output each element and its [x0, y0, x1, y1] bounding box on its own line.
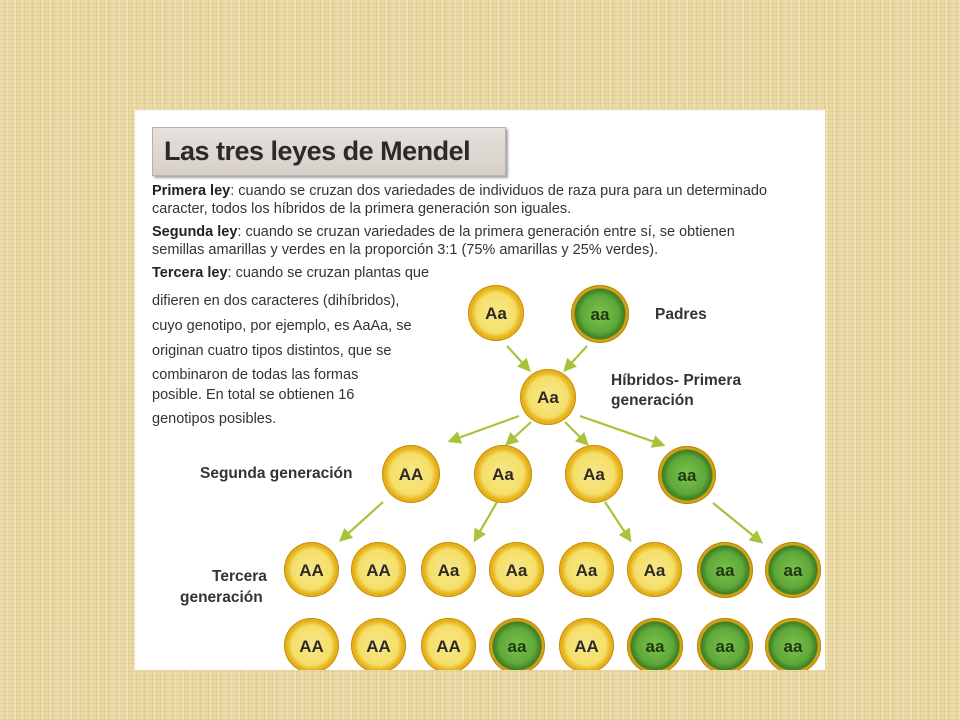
first-law-text-1: : cuando se cruzan dos variedades de individuos de raza pura para un determinado [230, 183, 768, 199]
gen2-genotype-1: AA [398, 465, 424, 484]
gen3-row1-genotype-2: AA [366, 560, 391, 580]
third-law-line-7: genotipos posibles. [152, 411, 277, 427]
arrow-gen2-1-to-gen3 [341, 502, 383, 540]
arrow-parent1-to-hybrid [507, 346, 529, 370]
label-parents: Padres [655, 306, 707, 323]
gen3-row2-genotype-3: AA [436, 636, 461, 656]
hybrid-circle [520, 369, 576, 425]
third-law-line-5: combinaron de todas las formas [152, 367, 359, 383]
gen3-row2-circle-1 [284, 618, 339, 670]
gen3-row1-genotype-5: Aa [575, 560, 598, 580]
gen3-row1-genotype-1: AA [299, 560, 324, 580]
second-law-text-2: semillas amarillas y verdes en la proporción 3:1 (75% amarillas y 25% verdes). [152, 242, 659, 258]
third-law-line-3: cuyo genotipo, por ejemplo, es AaAa, se [152, 318, 412, 334]
slide-content-panel [135, 110, 825, 670]
gen3-row2-circle-6 [627, 618, 683, 670]
arrow-parent2-to-hybrid [565, 346, 587, 370]
gen3-row1-circle-2 [351, 542, 406, 597]
parent-genotype-2: aa [590, 305, 610, 324]
label-hybrids-line-2: generación [611, 392, 694, 409]
arrow-hybrid-to-gen2-1 [450, 416, 519, 441]
gen2-genotype-3: Aa [583, 465, 605, 484]
gen3-row2-circle-4 [489, 618, 545, 670]
gen3-row1-circle-7 [697, 542, 753, 598]
label-third-generation-line-1: Tercera [212, 568, 267, 585]
gen3-row1-circle-8 [765, 542, 821, 598]
gen2-genotype-2: Aa [492, 465, 514, 484]
gen3-row1-circle-5 [559, 542, 614, 597]
parent-genotype-1: Aa [485, 304, 507, 323]
gen3-row1-genotype-7: aa [715, 561, 735, 580]
gen3-row2-genotype-5: AA [574, 636, 599, 656]
third-law-line-6: posible. En total se obtienen 16 [152, 387, 355, 403]
gen2-circle-2 [474, 445, 532, 503]
gen3-row2-genotype-7: aa [715, 637, 735, 656]
gen3-row1-circle-6 [627, 542, 682, 597]
gen3-row1-circle-3 [421, 542, 476, 597]
third-law-line-1: : cuando se cruzan plantas que [227, 265, 430, 281]
arrow-gen2-4-to-gen3 [713, 503, 761, 542]
gen2-circle-4 [658, 446, 716, 504]
hybrid-genotype: Aa [537, 388, 559, 407]
third-law-line-4: originan cuatro tipos distintos, que se [152, 343, 392, 359]
third-law-line-2: difieren en dos caracteres (dihíbridos), [152, 293, 400, 309]
gen3-row2-genotype-8: aa [783, 637, 803, 656]
gen2-circle-1 [382, 445, 440, 503]
arrow-hybrid-to-gen2-2 [507, 422, 531, 444]
gen3-row1-circle-1 [284, 542, 339, 597]
parent-circle-2 [571, 285, 629, 343]
label-second-generation: Segunda generación [200, 465, 353, 482]
gen3-row2-genotype-6: aa [645, 637, 665, 656]
gen3-row1-genotype-6: Aa [643, 560, 666, 580]
second-law-text-1: : cuando se cruzan variedades de la primera generación entre sí, se obtienen [237, 224, 735, 240]
gen3-row1-genotype-8: aa [783, 561, 803, 580]
first-law-text-2: caracter, todos los híbridos de la primera generación son iguales. [152, 201, 572, 217]
gen3-row1-genotype-4: Aa [505, 560, 528, 580]
gen3-row2-genotype-1: AA [299, 636, 324, 656]
gen3-row1-circle-4 [489, 542, 544, 597]
parent-circle-1 [468, 285, 524, 341]
gen3-row2-genotype-4: aa [507, 637, 527, 656]
gen3-row2-circle-7 [697, 618, 753, 670]
page-title: Las tres leyes de Mendel [164, 136, 471, 166]
label-third-generation-line-2: generación [180, 589, 263, 606]
arrow-gen2-2-to-gen3 [475, 502, 497, 540]
gen3-row2-circle-2 [351, 618, 406, 670]
arrow-hybrid-to-gen2-4 [580, 416, 663, 445]
arrow-gen2-3-to-gen3 [605, 502, 630, 540]
second-law-name: Segunda ley [152, 224, 238, 240]
arrow-hybrid-to-gen2-3 [565, 422, 587, 444]
gen3-row1-genotype-3: Aa [437, 560, 460, 580]
gen3-row2-circle-5 [559, 618, 614, 670]
first-law-name: Primera ley [152, 183, 231, 199]
gen3-row2-circle-3 [421, 618, 476, 670]
gen3-row2-genotype-2: AA [366, 636, 391, 656]
gen2-genotype-4: aa [677, 466, 697, 485]
gen2-circle-3 [565, 445, 623, 503]
label-hybrids-line-1: Híbridos- Primera [611, 372, 742, 389]
gen3-row2-circle-8 [765, 618, 821, 670]
third-law-name: Tercera ley [152, 265, 228, 281]
